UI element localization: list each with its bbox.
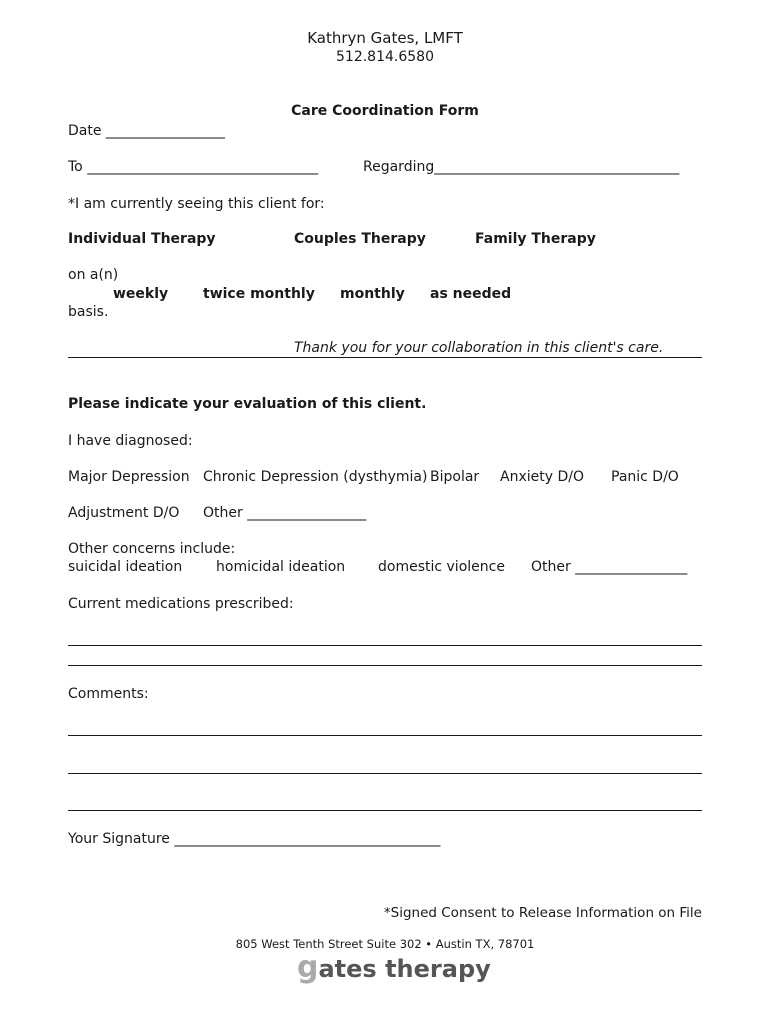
divider [68,357,702,358]
option-weekly[interactable]: weekly [113,286,169,302]
logo-g-icon: g [297,950,319,985]
diagnosed-label: I have diagnosed: [68,433,193,449]
seeing-prompt: *I am currently seeing this client for: [68,196,325,212]
option-twice-monthly[interactable]: twice monthly [203,286,315,302]
evaluation-heading: Please indicate your evaluation of this client. [68,396,427,412]
comments-line-1[interactable] [68,735,702,736]
logo-wordmark: ates therapy [318,955,491,983]
other-concern-field[interactable]: Other ________________ [531,559,688,575]
option-major-depression[interactable]: Major Depression [68,469,190,485]
option-bipolar[interactable]: Bipolar [430,469,480,485]
option-domestic-violence[interactable]: domestic violence [378,559,505,575]
frequency-suffix: basis. [68,304,109,320]
therapist-phone: 512.814.6580 [336,49,434,65]
therapist-name: Kathryn Gates, LMFT [307,29,463,47]
option-adjustment[interactable]: Adjustment D/O [68,505,180,521]
date-field[interactable]: Date _________________ [68,123,225,139]
other-diagnosis-field[interactable]: Other _________________ [203,505,367,521]
option-individual-therapy[interactable]: Individual Therapy [68,231,216,247]
signature-field[interactable]: Your Signature ______________________________________ [68,831,441,847]
option-anxiety[interactable]: Anxiety D/O [500,469,584,485]
medications-line-2[interactable] [68,665,702,666]
comments-line-3[interactable] [68,810,702,811]
option-panic[interactable]: Panic D/O [611,469,679,485]
thanks-note: Thank you for your collaboration in this client's care. [294,340,664,356]
medications-label: Current medications prescribed: [68,596,294,612]
consent-note: *Signed Consent to Release Information on File [383,905,702,921]
comments-label: Comments: [68,686,149,702]
option-chronic-depression[interactable]: Chronic Depression (dysthymia) [203,469,428,485]
concerns-label: Other concerns include: [68,541,236,557]
footer-address: 805 West Tenth Street Suite 302 • Austin TX, 78701 [235,937,535,951]
gates-therapy-logo [297,950,491,985]
option-as-needed[interactable]: as needed [430,286,512,302]
option-homicidal-ideation[interactable]: homicidal ideation [216,559,346,575]
frequency-prefix: on a(n) [68,267,119,283]
option-suicidal-ideation[interactable]: suicidal ideation [68,559,183,575]
option-couples-therapy[interactable]: Couples Therapy [294,231,426,247]
option-monthly[interactable]: monthly [340,286,405,302]
comments-line-2[interactable] [68,773,702,774]
to-field[interactable]: To _________________________________ [68,159,319,175]
form-title: Care Coordination Form [291,103,479,119]
medications-line-1[interactable] [68,645,702,646]
option-family-therapy[interactable]: Family Therapy [475,231,596,247]
regarding-field[interactable]: Regarding___________________________________ [363,159,680,175]
